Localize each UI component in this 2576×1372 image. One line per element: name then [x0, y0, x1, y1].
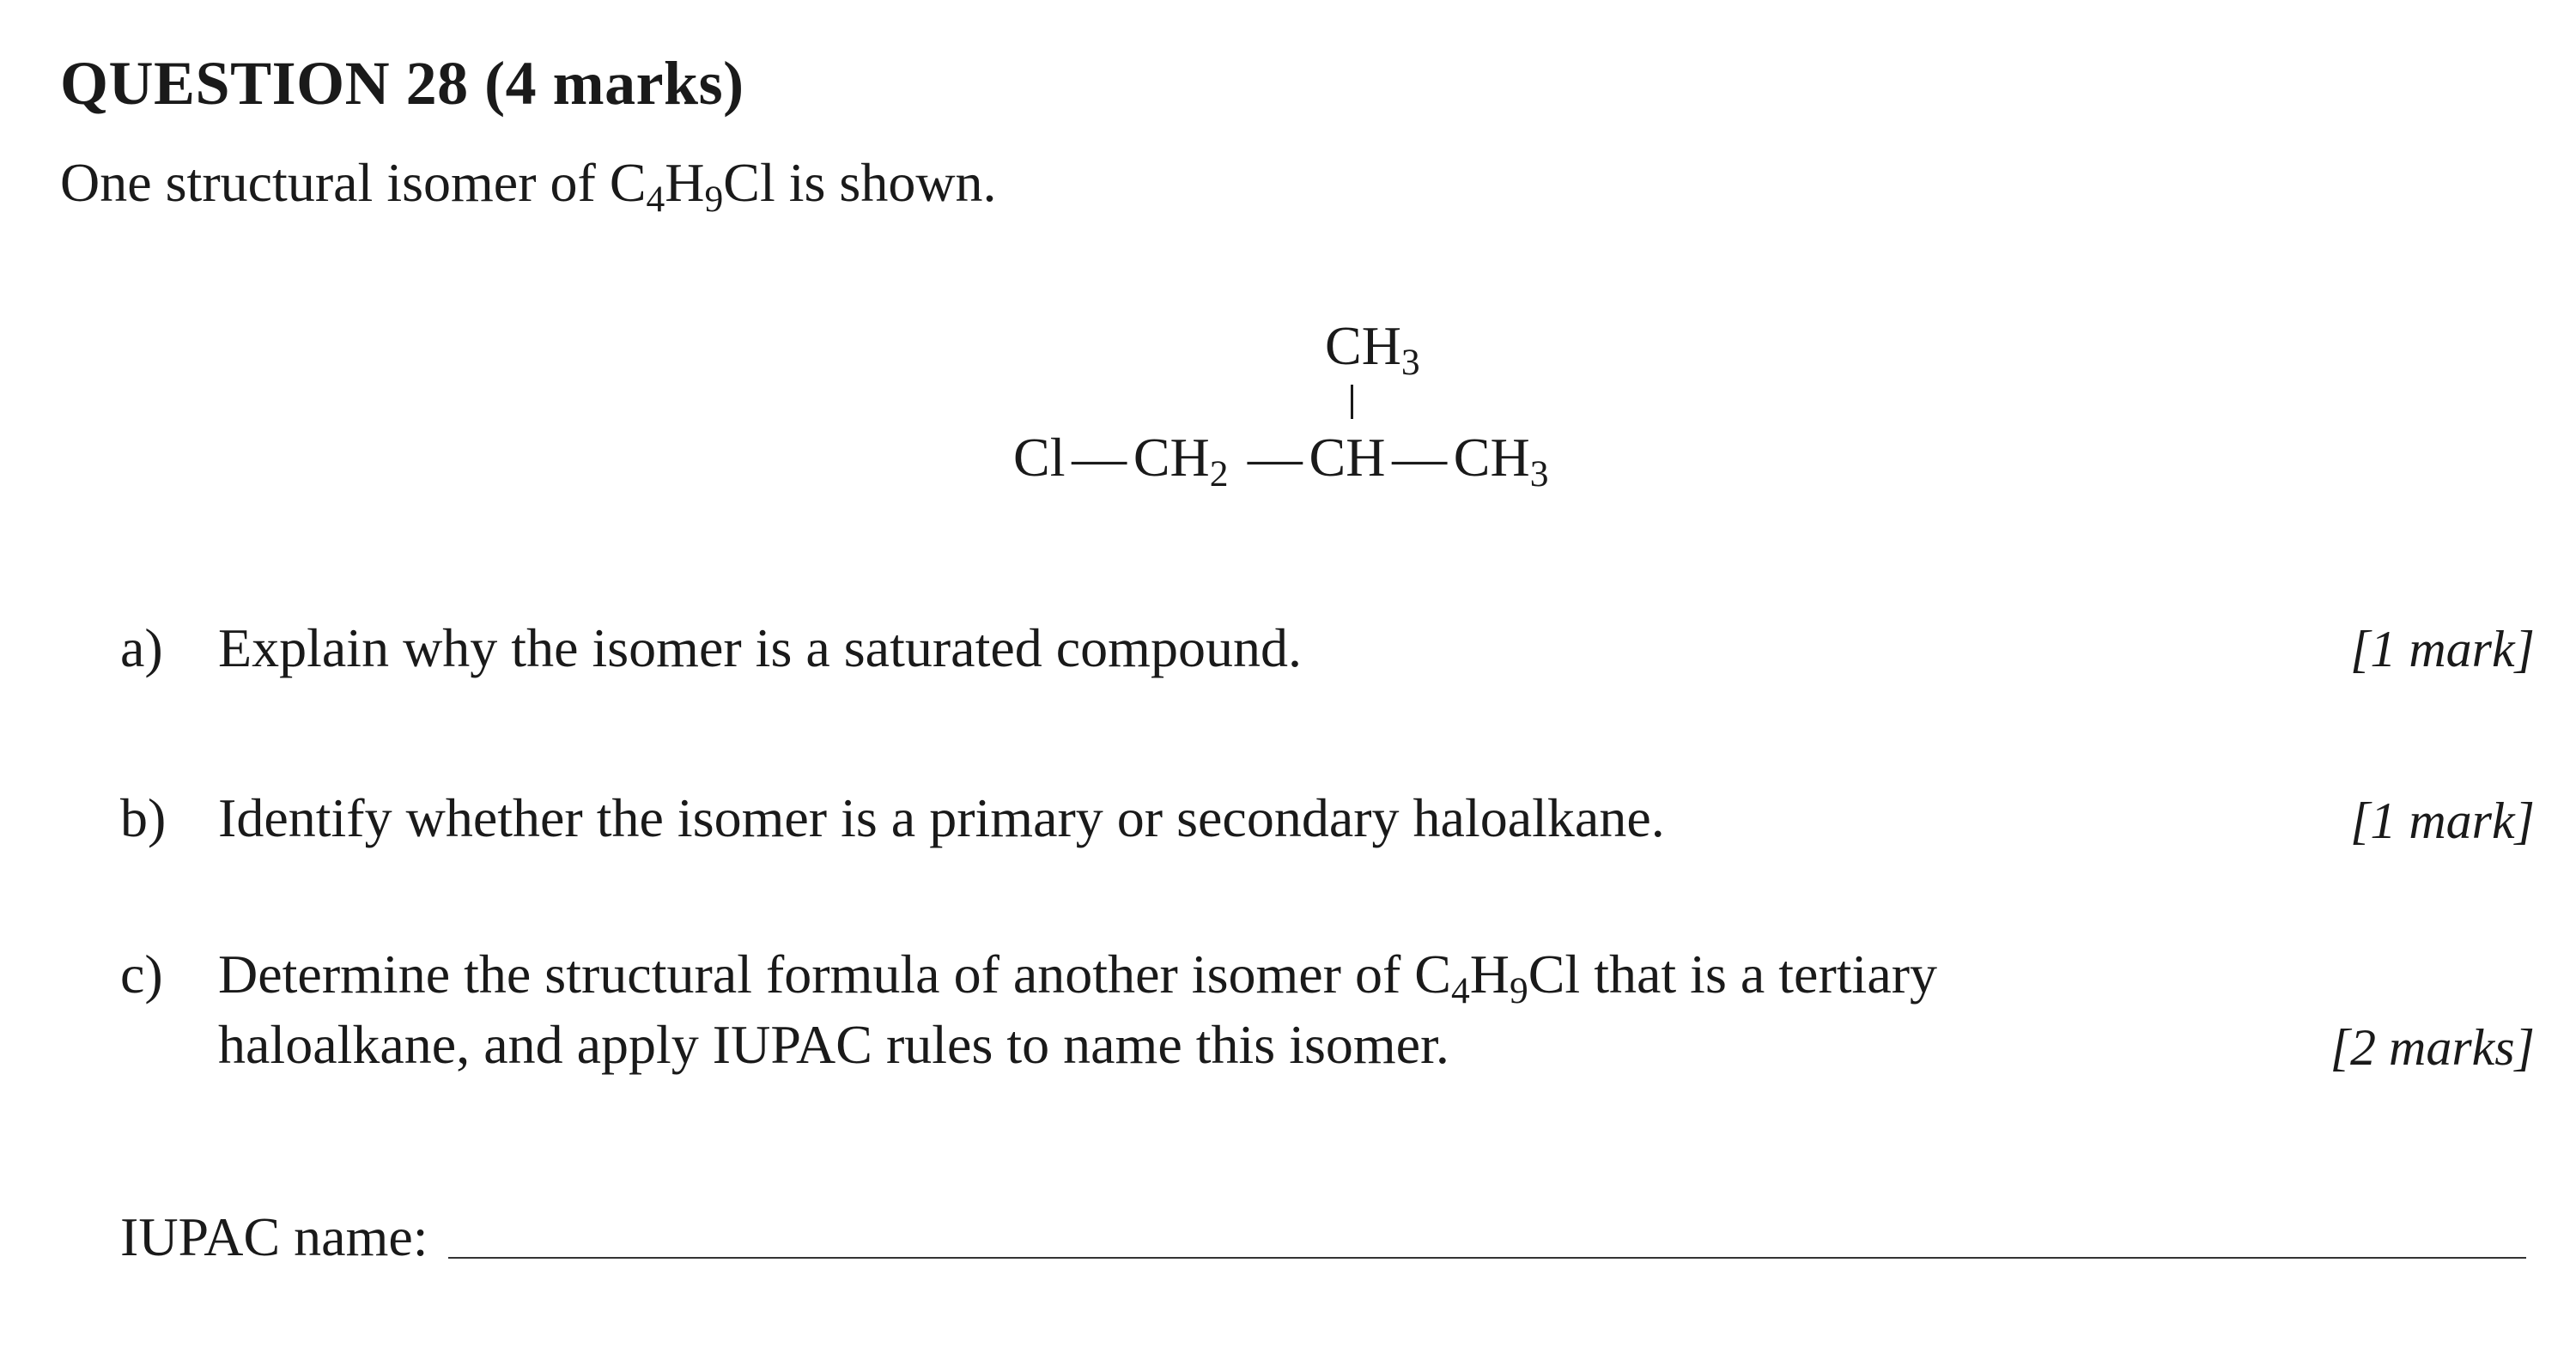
part-c-sub-9: 9	[1509, 970, 1528, 1012]
methyl-branch-ch: CH	[1325, 315, 1401, 376]
intro-sub-9: 9	[704, 179, 724, 221]
part-c-text-line-2: haloalkane, and apply IUPAC rules to name this isomer.	[218, 1014, 1449, 1075]
intro-h: H	[665, 152, 705, 213]
chain-ch3: CH	[1453, 427, 1530, 488]
iupac-name-label: IUPAC name:	[120, 1206, 428, 1267]
question-intro	[60, 151, 997, 221]
chain-bond-1: —	[1072, 427, 1127, 488]
methyl-branch-sub: 3	[1400, 342, 1420, 384]
intro-suffix: Cl is shown.	[723, 152, 997, 213]
question-title: QUESTION 28 (4 marks)	[60, 49, 744, 118]
part-b-letter: b)	[120, 787, 167, 848]
part-a-letter: a)	[120, 617, 163, 678]
part-a-text: Explain why the isomer is a saturated compound.	[218, 617, 1302, 678]
chain-ch: CH	[1309, 427, 1386, 488]
part-a-mark: [1 mark]	[2349, 621, 2535, 677]
chain-bond-3: —	[1392, 427, 1448, 488]
part-c-letter: c)	[120, 944, 163, 1005]
part-b-text: Identify whether the isomer is a primary or secondary haloalkane.	[218, 787, 1665, 848]
chain-ch2: CH	[1133, 427, 1210, 488]
structure-vertical-bond	[1351, 385, 1353, 419]
part-c-text-line-1	[218, 943, 1938, 1012]
part-c-mark: [2 marks]	[2330, 1019, 2535, 1076]
intro-prefix: One structural isomer of C	[60, 152, 647, 213]
intro-sub-4: 4	[646, 179, 665, 221]
part-c-suffix: Cl that is a tertiary	[1528, 944, 1938, 1005]
iupac-name-answer-line[interactable]	[448, 1257, 2526, 1259]
chain-ch3-sub: 3	[1529, 453, 1549, 495]
chain-bond-2: —	[1247, 427, 1303, 488]
chain-cl: Cl	[1013, 427, 1066, 488]
structure-methyl-branch	[1325, 314, 1420, 384]
part-b-mark: [1 mark]	[2349, 792, 2535, 849]
part-c-sub-4: 4	[1450, 970, 1470, 1012]
part-c-h: H	[1469, 944, 1510, 1005]
chain-ch2-sub: 2	[1209, 453, 1229, 495]
part-c-prefix: Determine the structural formula of another isomer of C	[218, 944, 1451, 1005]
structure-main-chain	[1013, 426, 1549, 495]
